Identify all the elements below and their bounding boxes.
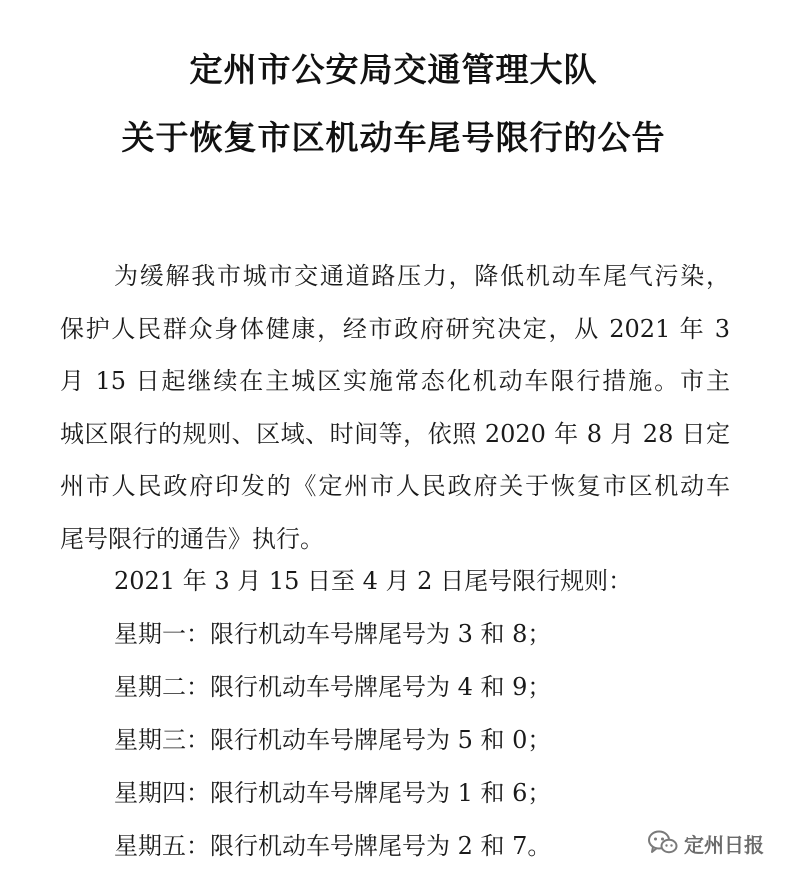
- rule-item-thursday: 星期四：限行机动车号牌尾号为 1 和 6；: [114, 779, 552, 807]
- body-line: 城区限行的规则、区域、时间等，依照 2020 年 8 月 28 日定: [60, 419, 730, 448]
- wechat-icon: [648, 830, 678, 856]
- notice-body-paragraph: [60, 250, 730, 565]
- rule-item-friday: 星期五：限行机动车号牌尾号为 2 和 7。: [114, 832, 552, 860]
- body-line: 州市人民政府印发的《定州市人民政府关于恢复市区机动车: [60, 472, 730, 500]
- watermark-label: 定州日报: [684, 832, 764, 857]
- body-line: 尾号限行的通告》执行。: [60, 524, 324, 553]
- rules-heading: 2021 年 3 月 15 日至 4 月 2 日尾号限行规则：: [114, 567, 633, 595]
- restriction-rules-list: [114, 566, 632, 884]
- body-line: 为缓解我市城市交通道路压力，降低机动车尾气污染，: [114, 262, 730, 290]
- rule-item-monday: 星期一：限行机动车号牌尾号为 3 和 8；: [114, 620, 552, 648]
- notice-subject-title: 关于恢复市区机动车尾号限行的公告: [121, 118, 666, 157]
- rule-item-wednesday: 星期三：限行机动车号牌尾号为 5 和 0；: [114, 726, 552, 754]
- notice-issuer-title: 定州市公安局交通管理大队: [189, 50, 598, 89]
- body-line: 月 15 日起继续在主城区实施常态化机动车限行措施。市主: [60, 367, 730, 395]
- source-watermark: [648, 826, 764, 860]
- body-line: 保护人民群众身体健康，经市政府研究决定，从 2021 年 3: [60, 314, 730, 343]
- rule-item-tuesday: 星期二：限行机动车号牌尾号为 4 和 9；: [114, 673, 552, 701]
